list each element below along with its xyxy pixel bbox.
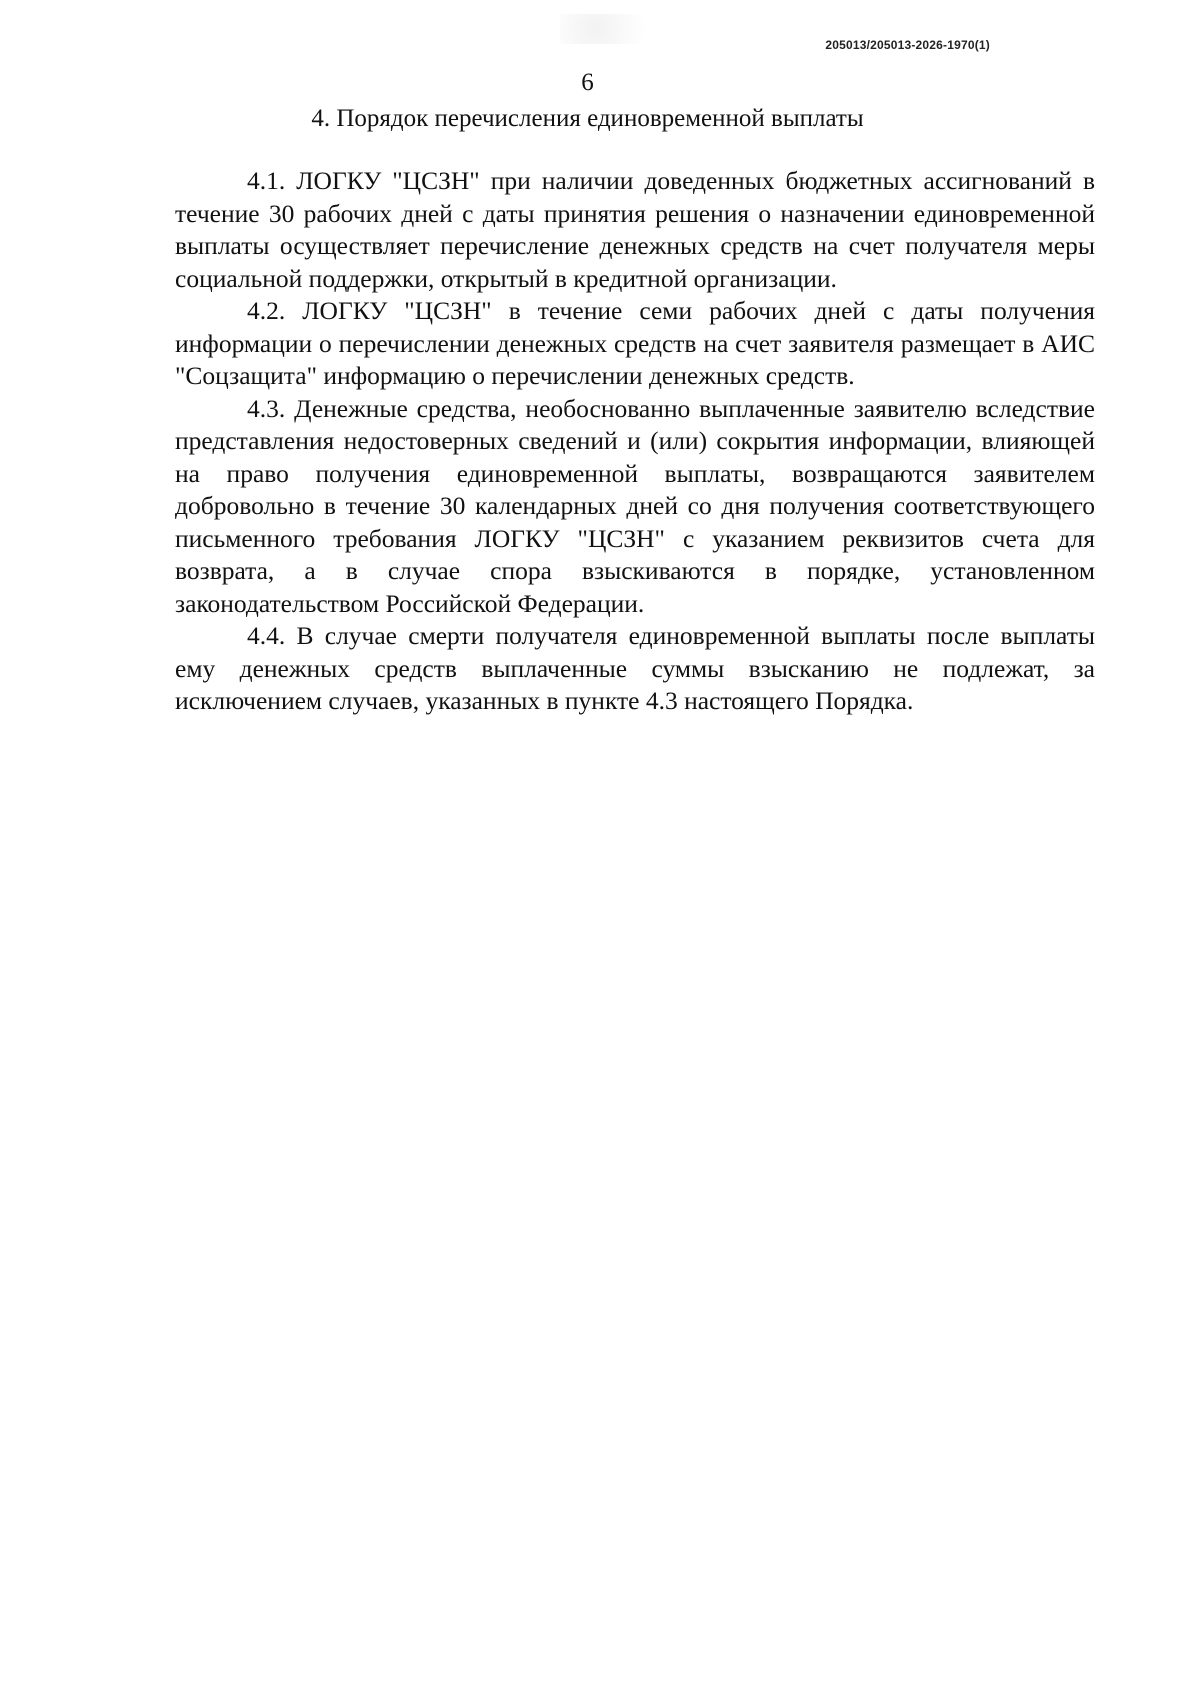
scan-artifact (560, 14, 680, 44)
section-title: 4. Порядок перечисления единовременной выплаты (311, 105, 864, 132)
page-number: 6 (581, 69, 594, 96)
paragraph-4-4: 4.4. В случае смерти получателя единовременной выплаты после выплаты ему денежных средств выплаченные суммы взысканию не подлежат, за исключением случаев, указанных в пункте 4.3 настоящего Порядка. (175, 621, 1095, 715)
document-registration-number: 205013/205013-2026-1970(1) (825, 38, 990, 52)
paragraph-4-2: 4.2. ЛОГКУ "ЦСЗН" в течение семи рабочих дней с даты получения информации о перечислении денежных средств на счет заявителя размещает в АИС "Соцзащита" информацию о перечислении денежных средств. (175, 296, 1095, 390)
paragraph-4-3: 4.3. Денежные средства, необоснованно выплаченные заявителю вследствие представления недостоверных сведений и (или) сокрытия информации, влияющей на право получения единовременной выплаты, возвращаются заявителем добровольно в течение 30 календарных дней со дня получения соответствующего письменного требования ЛОГКУ "ЦСЗН" с указанием реквизитов счета для возврата, а в случае спора взыскиваются в порядке, установленном законодательством Российской Федерации. (175, 393, 1095, 618)
document-body (175, 165, 1095, 718)
paragraph-4-1: 4.1. ЛОГКУ "ЦСЗН" при наличии доведенных бюджетных ассигнований в течение 30 рабочих дней с даты принятия решения о назначении единовременной выплаты осуществляет перечисление денежных средств на счет получателя меры социальной поддержки, открытый в кредитной организации. (175, 166, 1095, 293)
